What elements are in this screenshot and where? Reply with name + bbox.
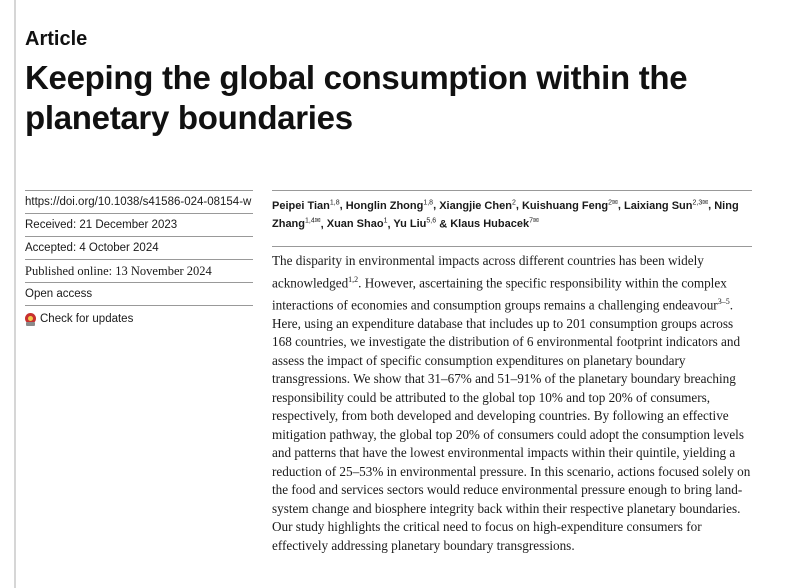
article-type-label: Article <box>25 28 88 50</box>
received-date: Received: 21 December 2023 <box>25 213 253 236</box>
author[interactable]: Xuan Shao$^1$ <box>326 217 388 231</box>
published-date: Published online: 13 November 2024 <box>25 259 253 282</box>
check-updates-label: Check for updates <box>40 313 134 325</box>
check-for-updates-button[interactable] <box>25 308 253 330</box>
citation-1-2[interactable]: 1,2 <box>348 274 359 284</box>
author[interactable]: Ning Zhang$^{1,4✉}$ <box>272 199 739 231</box>
author[interactable]: Peipei Tian$^{1,8}$ <box>272 199 340 212</box>
author[interactable]: Xiangjie Chen$^2$ <box>439 199 516 212</box>
doi-link[interactable]: https://doi.org/10.1038/s41586-024-08154-w <box>25 190 253 213</box>
author-list: Peipei Tian$^{1,8}$, Honglin Zhong$^{1,8}$, Xiangjie Chen$^2$, Kuishuang Feng$^{2✉}$, Laixiang Sun$^{2,3✉}$, Ning Zhang$^{1,4✉}$, Xuan Shao$^1$, Yu Liu$^{5,6}$ & Klaus Hubacek$^{7✉}$ <box>272 199 739 231</box>
accepted-date: Accepted: 4 October 2024 <box>25 236 253 259</box>
abstract-divider <box>272 246 752 247</box>
article-body <box>272 190 752 555</box>
open-access-label: Open access <box>25 282 253 306</box>
article-metadata <box>25 190 253 330</box>
author[interactable]: Laixiang Sun$^{2,3✉}$ <box>624 199 709 212</box>
abstract-paragraph: The disparity in environmental impacts across different countries has been widely acknowledged$^{1,2}$. However, ascertaining the specific responsibility within the complex interactions of economies and consumption groups remains a challenging endeavour$^{3-5}$. Here, using an expenditure database that includes up to 201 consumption groups across 168 countries, we investigate the distribution of 6 environmental footprint indicators and assess the impact of specific consumption expenditures on planetary boundary transgressions. We show that 31–67% and 51–91% of the planetary boundary breaching responsibility could be attributed to the global top 10% and top 20% of consumers, respectively, from both developed and developing countries. By following an effective mitigation pathway, the global top 20% of consumers could adopt the consumption levels and patterns that have the lowest environmental impacts within their quintile, yielding a reduction of 25–53% in environmental pressure. In this scenario, actions focused solely on the food and services sectors would reduce environmental pressure enough to bring land-system change and biosphere integrity back within their respective planetary boundaries. Our study highlights the critical need to focus on high-expenditure consumers for effectively addressing planetary boundary transgressions. <box>272 253 751 553</box>
article-title: Keeping the global consumption within the planetary boundaries <box>25 59 688 136</box>
author[interactable]: Honglin Zhong$^{1,8}$ <box>345 199 434 212</box>
check-updates-icon <box>25 313 36 326</box>
citation-3-5[interactable]: 3–5 <box>717 296 730 306</box>
author[interactable]: Klaus Hubacek$^{7✉}$ <box>450 217 539 231</box>
author[interactable]: Yu Liu$^{5,6}$ <box>393 217 437 231</box>
author[interactable]: Kuishuang Feng$^{2✉}$ <box>521 199 618 212</box>
left-margin-rule <box>14 0 16 588</box>
